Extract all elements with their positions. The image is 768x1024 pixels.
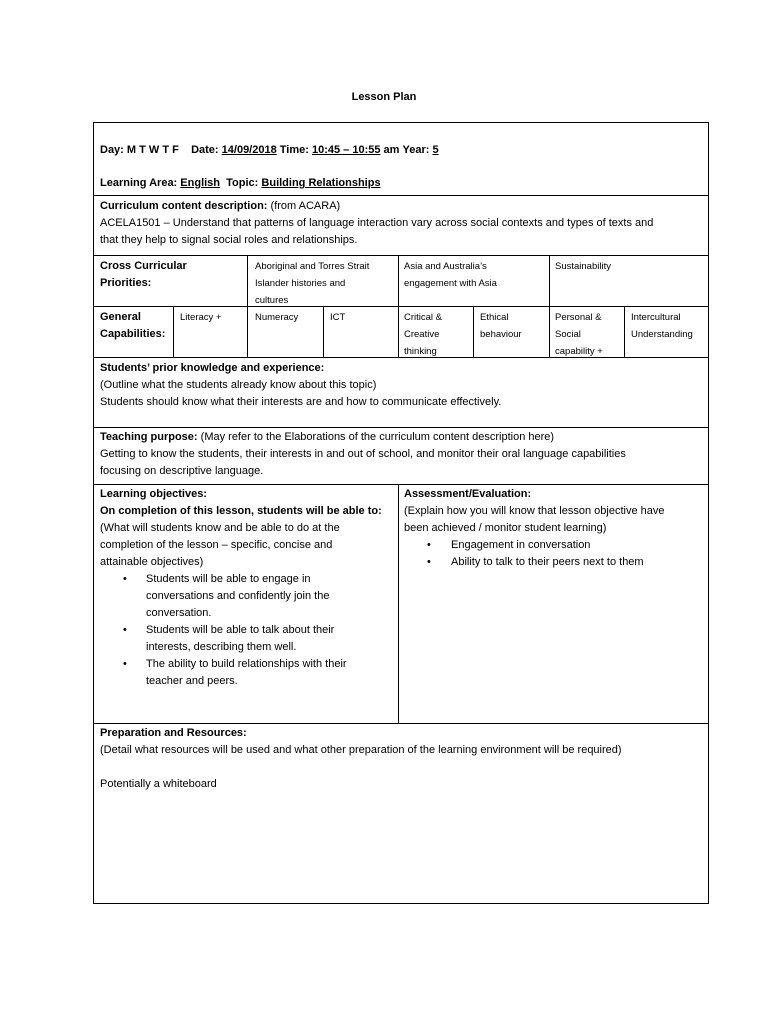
- capability-literacy: Literacy +: [180, 312, 222, 323]
- divider: [94, 255, 708, 256]
- time-value: 10:45 – 10:55: [311, 144, 381, 156]
- prior-knowledge-label: Students’ prior knowledge and experience:: [100, 362, 325, 374]
- bullet-icon: •: [123, 658, 127, 670]
- prior-knowledge-hint: (Outline what the students already know about this topic): [100, 379, 377, 391]
- divider: [624, 306, 625, 357]
- objective-3-line-1: The ability to build relationships with their: [146, 658, 347, 670]
- assessment-item-2: Ability to talk to their peers next to them: [451, 556, 644, 568]
- bullet-icon: •: [427, 539, 431, 551]
- divider: [94, 484, 708, 485]
- curriculum-line-2: that they help to signal social roles and relationships.: [100, 234, 358, 246]
- teaching-purpose-line-2: focusing on descriptive language.: [100, 465, 264, 477]
- page-title: Lesson Plan: [351, 91, 417, 103]
- priority-aboriginal-1: Aboriginal and Torres Strait: [255, 261, 370, 272]
- bullet-icon: •: [427, 556, 431, 568]
- capability-ict: ICT: [330, 312, 346, 323]
- capabilities-label-2: Capabilities:: [100, 328, 166, 340]
- priority-sustainability: Sustainability: [555, 261, 611, 272]
- teaching-purpose-label: Teaching purpose:: [100, 431, 198, 443]
- bullet-icon: •: [123, 624, 127, 636]
- capability-ethical-2: behaviour: [480, 329, 522, 340]
- objectives-hint-3: attainable objectives): [100, 556, 204, 568]
- assessment-label: Assessment/Evaluation:: [404, 488, 532, 500]
- year-label: Year:: [402, 144, 430, 156]
- learning-area-value: English: [180, 177, 221, 189]
- objective-2-line-2: interests, describing them well.: [146, 641, 297, 653]
- divider: [94, 306, 708, 307]
- assessment-item-1: Engagement in conversation: [451, 539, 591, 551]
- divider: [94, 357, 708, 358]
- teaching-purpose-line-1: Getting to know the students, their interests in and out of school, and monitor their oral language capabilities: [100, 448, 626, 460]
- am-label: am: [383, 144, 400, 156]
- header-line-1: [100, 142, 439, 159]
- date-label: Date:: [191, 144, 219, 156]
- capability-personal-3: capability +: [555, 346, 603, 357]
- objective-3-line-2: teacher and peers.: [146, 675, 238, 687]
- capability-ethical-1: Ethical: [480, 312, 509, 323]
- curriculum-label: Curriculum content description:: [100, 200, 268, 212]
- divider: [473, 306, 474, 357]
- capability-critical-3: thinking: [404, 346, 437, 357]
- day-options: M T W T F: [126, 144, 179, 156]
- date-value: 14/09/2018: [221, 144, 277, 156]
- year-value: 5: [432, 144, 439, 156]
- curriculum-heading: [100, 198, 340, 215]
- capability-critical-1: Critical &: [404, 312, 443, 323]
- topic-label: Topic:: [226, 177, 259, 189]
- capability-intercultural-2: Understanding: [631, 329, 693, 340]
- objectives-hint-2: completion of the lesson – specific, concise and: [100, 539, 333, 551]
- header-line-2: [100, 175, 381, 192]
- time-label: Time:: [279, 144, 309, 156]
- capability-personal-1: Personal &: [555, 312, 602, 323]
- capability-personal-2: Social: [555, 329, 581, 340]
- resources-text: Potentially a whiteboard: [100, 778, 217, 790]
- capabilities-label-1: General: [100, 311, 141, 323]
- priorities-label-1: Cross Curricular: [100, 260, 187, 272]
- curriculum-source: (from ACARA): [270, 200, 341, 212]
- priorities-label-2: Priorities:: [100, 277, 152, 289]
- prior-knowledge-text: Students should know what their interests are and how to communicate effectively.: [100, 396, 502, 408]
- objectives-sublabel: On completion of this lesson, students will be able to:: [100, 505, 382, 517]
- bullet-icon: •: [123, 573, 127, 585]
- capability-intercultural-1: Intercultural: [631, 312, 681, 323]
- objective-1-line-1: Students will be able to engage in: [146, 573, 311, 585]
- priority-asia-2: engagement with Asia: [404, 278, 497, 289]
- divider: [173, 306, 174, 357]
- assessment-hint-2: been achieved / monitor student learning): [404, 522, 607, 534]
- divider: [94, 427, 708, 428]
- capability-numeracy: Numeracy: [255, 312, 299, 323]
- resources-hint: (Detail what resources will be used and what other preparation of the learning environment will be required): [100, 744, 622, 756]
- priority-asia-1: Asia and Australia’s: [404, 261, 487, 272]
- priority-aboriginal-2: Islander histories and: [255, 278, 346, 289]
- learning-area-label: Learning Area:: [100, 177, 178, 189]
- teaching-purpose-heading: [100, 429, 554, 446]
- objective-2-line-1: Students will be able to talk about their: [146, 624, 335, 636]
- curriculum-line-1: ACELA1501 – Understand that patterns of language interaction vary across social contexts and types of texts and: [100, 217, 654, 229]
- priority-aboriginal-3: cultures: [255, 295, 289, 306]
- capability-critical-2: Creative: [404, 329, 440, 340]
- assessment-hint-1: (Explain how you will know that lesson objective have: [404, 505, 665, 517]
- divider: [94, 723, 708, 724]
- objectives-hint-1: (What will students know and be able to do at the: [100, 522, 340, 534]
- teaching-purpose-hint: (May refer to the Elaborations of the curriculum content description here): [200, 431, 555, 443]
- divider: [94, 195, 708, 196]
- objectives-label: Learning objectives:: [100, 488, 207, 500]
- resources-label: Preparation and Resources:: [100, 727, 247, 739]
- divider: [398, 484, 399, 723]
- objective-1-line-3: conversation.: [146, 607, 212, 619]
- lesson-plan-table: [93, 122, 709, 904]
- objective-1-line-2: conversations and confidently join the: [146, 590, 330, 602]
- day-label: Day:: [100, 144, 124, 156]
- divider: [323, 306, 324, 357]
- topic-value: Building Relationships: [261, 177, 381, 189]
